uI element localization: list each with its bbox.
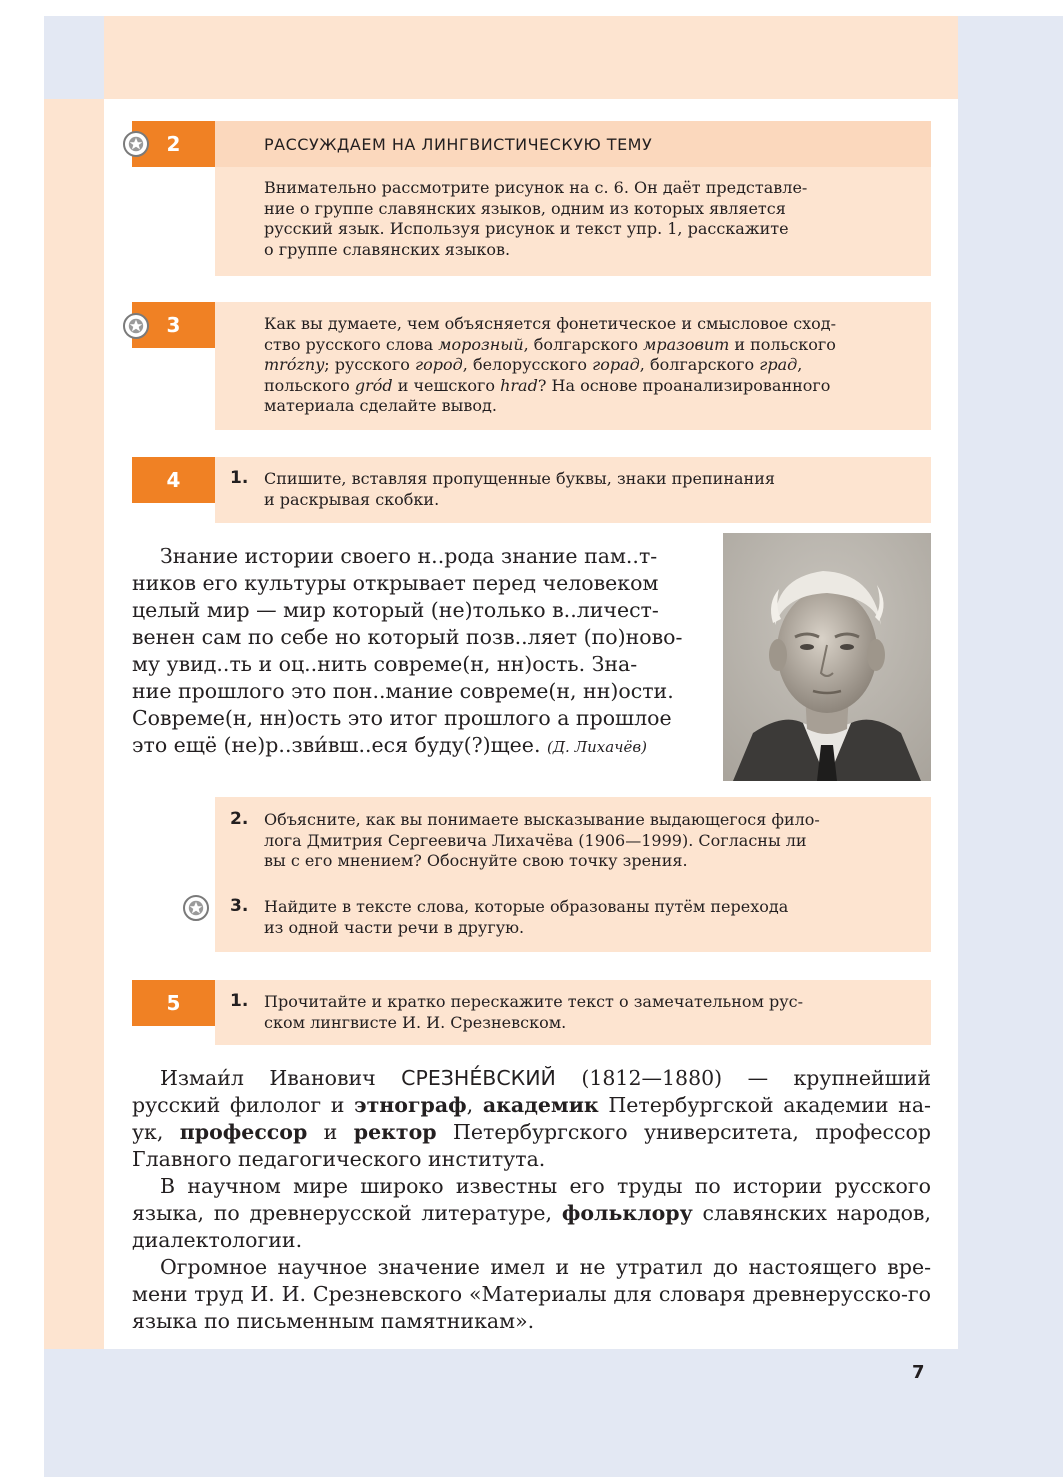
- likhachev-portrait: [723, 533, 931, 781]
- article-paragraph: Измаи́л Иванович СРЕЗНЕ́ВСКИЙ (1812—1880) — крупнейший русский филолог и этнограф, академик Петербургской академии на-ук, профессор и ректор Петербургского университета, профессор Главного педагогического института.: [132, 1066, 931, 1171]
- article-paragraph: Огромное научное значение имел и не утратил до настоящего вре-мени труд И. И. Срезневского «Материалы для словаря древнерусско-го языка по письменным памятникам».: [132, 1255, 931, 1333]
- page-left-peach-margin: [44, 99, 104, 1349]
- task-2-heading: РАССУЖДАЕМ НА ЛИНГВИСТИЧЕСКУЮ ТЕМУ: [264, 135, 653, 154]
- task-4-sub2-number: 2.: [230, 809, 249, 829]
- passage-attribution: (Д. Лихачёв): [547, 738, 647, 756]
- page-number: 7: [912, 1362, 925, 1383]
- task-4-sub3-number: 3.: [230, 896, 249, 916]
- likhachev-passage: Знание истории своего н..рода знание пам..т- ников его культуры открывает перед человеком целый мир — мир который (не)только в..личест- венен сам по себе но который позв..ляет (по)ново- му увид..ть и оц..нить совреме(н, нн)ость. Зна- ние прошлого это пон..мание совреме(н, нн)ости. Совреме(н, нн)ость это итог прошлого а прошлое это ещё (не)р..зви́вш..еся буду(?)щее. (Д. Лихачёв): [132, 544, 683, 757]
- task-4-sub3-text: Найдите в тексте слова, которые образованы путём перехода из одной части речи в другую.: [264, 897, 789, 937]
- sreznevsky-article: [132, 1065, 931, 1335]
- task-4-sub2-text: Объясните, как вы понимаете высказывание выдающегося фило- лога Дмитрия Сергеевича Лихачёва (1906—1999). Согласны ли вы с его мнением? Обоснуйте свою точку зрения.: [264, 810, 820, 870]
- task-4-sub1-text: Спишите, вставляя пропущенные буквы, знаки препинания и раскрывая скобки.: [264, 469, 775, 509]
- task-4-number: 4: [132, 457, 215, 503]
- page-top-margin: [44, 16, 958, 99]
- task-3-number: 3: [132, 302, 215, 348]
- task-5-sub1-number: 1.: [230, 991, 249, 1011]
- task-2-number: 2: [132, 121, 215, 167]
- page-right-margin: [958, 16, 1063, 1477]
- star-icon: [123, 313, 149, 339]
- article-paragraph: В научном мире широко известны его труды по истории русского языка, по древнерусской литературе, фольклору славянских народов, диалектологии.: [132, 1174, 931, 1252]
- page-footer-band: [104, 1349, 958, 1477]
- task-4-sub1-number: 1.: [230, 468, 249, 488]
- task-3-text: Как вы думаете, чем объясняется фонетическое и смысловое сход- ство русского слова морозный, болгарского мразовит и польского mrózny; русского город, белорусского горад, болгарского град, польского gród и чешского hrad? На основе проанализированного материала сделайте вывод.: [264, 314, 837, 415]
- task-2-text: Внимательно рассмотрите рисунок на с. 6. Он даёт представле- ние о группе славянских языков, одним из которых является русский язык. Используя рисунок и текст упр. 1, расскажите о группе славянских языков.: [264, 178, 808, 259]
- task-5-sub1-text: Прочитайте и кратко перескажите текст о замечательном рус- ском лингвисте И. И. Срезневском.: [264, 992, 804, 1032]
- task-5-number: 5: [132, 980, 215, 1026]
- star-icon: [183, 895, 209, 921]
- star-icon: [123, 131, 149, 157]
